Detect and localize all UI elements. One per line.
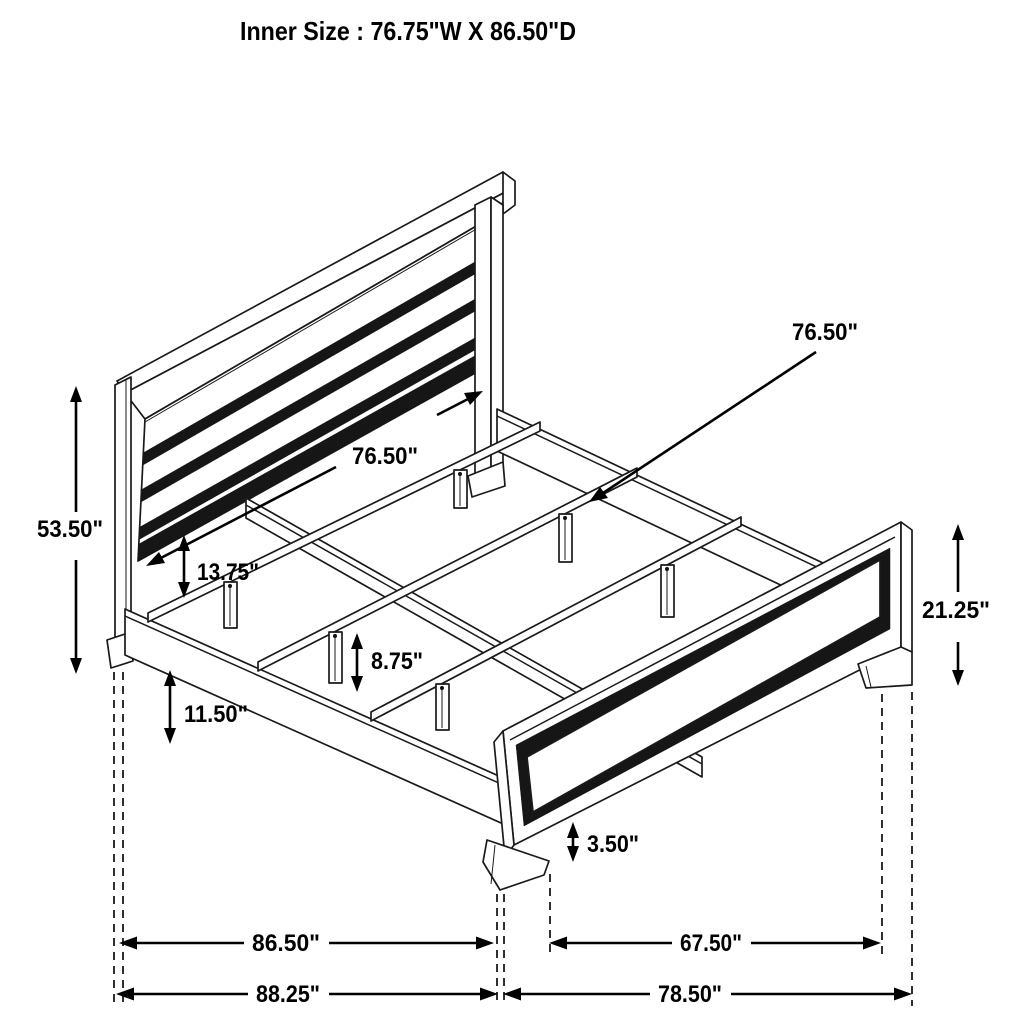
dim-rail-length-label: 86.50" (252, 930, 320, 957)
dim-overall-width (503, 981, 912, 1008)
arrowhead-up (567, 822, 579, 838)
arrowhead-left (116, 988, 134, 1001)
arrowhead-down (952, 670, 964, 686)
dim-footboard-width-label: 67.50" (680, 930, 742, 957)
dim-headboard-clearance-label: 13.75" (197, 559, 259, 586)
headboard-right-post (475, 197, 491, 481)
arrowhead-up (351, 633, 363, 649)
arrowhead-right (894, 988, 912, 1001)
dim-slat-leg-height-label: 8.75" (371, 648, 423, 675)
dim-rail-length (119, 930, 494, 957)
dim-footboard-foot-height-label: 3.50" (587, 831, 639, 858)
screw-dot (333, 634, 337, 638)
arrowhead-down (70, 658, 82, 674)
dim-overall-length-label: 88.25" (256, 981, 320, 1008)
screw-dot (440, 686, 444, 690)
dim-headboard-height-label: 53.50" (37, 516, 103, 543)
arrowhead-down (351, 676, 363, 692)
arrowhead-left (549, 937, 567, 950)
screw-dot (563, 516, 567, 520)
dim-footboard-width (549, 930, 881, 957)
dim-inner-width-leader-label: 76.50" (792, 319, 858, 346)
arrowhead-down (164, 728, 176, 744)
arrowhead-right (476, 937, 494, 950)
dim-footboard-height-label: 21.25" (922, 597, 990, 624)
dim-inner-width-leader (589, 319, 858, 502)
arrowhead-up (952, 524, 964, 540)
dim-overall-length (116, 981, 498, 1008)
footboard (483, 522, 912, 890)
headboard (107, 172, 515, 668)
dim-slat-leg-height (351, 633, 423, 692)
arrowhead-right (863, 937, 881, 950)
diagram-title: Inner Size : 76.75"W X 86.50"D (240, 16, 576, 46)
screw-dot (458, 472, 462, 476)
footboard-right-stile (901, 522, 912, 652)
headboard-left-post (115, 377, 131, 645)
arrowhead-left (503, 988, 521, 1001)
dim-headboard-height (37, 386, 103, 674)
dim-footboard-foot-height (567, 822, 639, 862)
headboard-top-rail-end (503, 172, 515, 214)
arrowhead-up (70, 386, 82, 402)
arrowhead-left (119, 937, 137, 950)
dim-overall-width-label: 78.50" (658, 981, 722, 1008)
arrowhead-down (567, 846, 579, 862)
dim-footboard-height (922, 524, 990, 686)
dim-rail-floor-clearance-label: 11.50" (184, 701, 248, 728)
screw-dot (665, 567, 669, 571)
slat-2 (258, 468, 637, 671)
dim-inner-width-diagonal-label: 76.50" (352, 443, 418, 470)
slat-screws (228, 472, 669, 690)
arrowhead-right (480, 988, 498, 1001)
